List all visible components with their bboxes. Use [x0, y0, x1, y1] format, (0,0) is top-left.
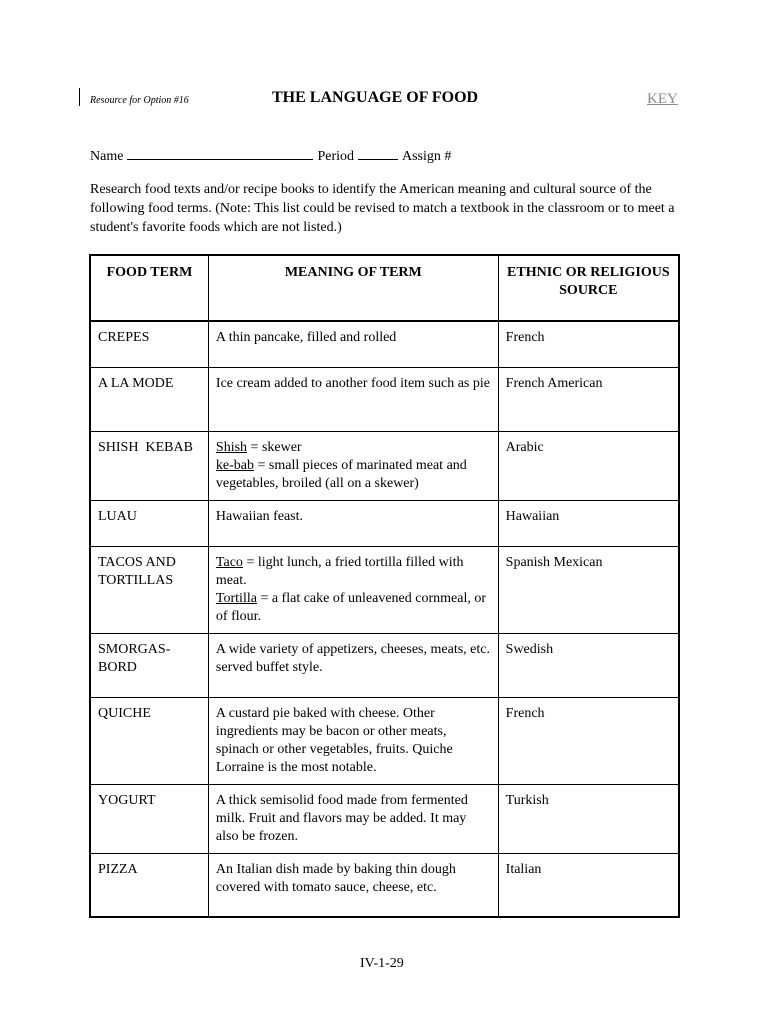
source-cell: French [498, 697, 679, 784]
shish-term: Shish [215, 439, 248, 455]
meaning-cell: A wide variety of appetizers, cheeses, meats, etc. served buffet style. [208, 633, 498, 697]
instructions: Research food texts and/or recipe books to identify the American meaning and cultural source of the following food terms. (Note: This list could be revised to match a textbook in the classroom or to meet a student's favorite foods which are not listed.) [90, 182, 675, 235]
kebab-definition: = small pieces of marinated meat and vegetables, broiled (all on a skewer) [215, 457, 467, 491]
header-source: ETHNIC OR RELIGIOUS SOURCE [498, 255, 679, 321]
food-terms-table [89, 254, 680, 918]
key-link[interactable]: KEY [647, 91, 678, 107]
source-cell: Italian [498, 853, 679, 917]
assign-label: Assign # [402, 149, 452, 164]
table-row [90, 546, 679, 633]
source-cell: Turkish [498, 784, 679, 853]
source-cell: French [498, 321, 679, 367]
term-cell: QUICHE [90, 697, 208, 784]
meaning-cell: A thin pancake, filled and rolled [208, 321, 498, 367]
term-cell: SHISH KEBAB [90, 431, 208, 500]
meaning-cell: An Italian dish made by baking thin dough covered with tomato sauce, cheese, etc. [208, 853, 498, 917]
term-cell: LUAU [90, 500, 208, 546]
taco-definition: = light lunch, a fried tortilla filled with meat. [215, 554, 464, 588]
page-title: THE LANGUAGE OF FOOD [272, 89, 479, 106]
table-row [90, 321, 679, 367]
resource-label: Resource for Option #16 [90, 95, 189, 106]
margin-bar [79, 88, 80, 106]
term-cell: SMORGAS-BORD [90, 633, 208, 697]
meaning-cell: A thick semisolid food made from fermented milk. Fruit and flavors may be added. It may also be frozen. [208, 784, 498, 853]
table-row [90, 633, 679, 697]
meaning-cell: A custard pie baked with cheese. Other ingredients may be bacon or other meats, spinach or other vegetables, fruits. Quiche Lorraine is the most notable. [208, 697, 498, 784]
meaning-cell: Ice cream added to another food item such as pie [208, 367, 498, 431]
term-cell: CREPES [90, 321, 208, 367]
source-cell: Hawaiian [498, 500, 679, 546]
taco-term: Taco [215, 554, 243, 570]
term-cell: A LA MODE [90, 367, 208, 431]
source-cell: Swedish [498, 633, 679, 697]
term-cell: TACOS AND TORTILLAS [90, 546, 208, 633]
term-cell: YOGURT [90, 784, 208, 853]
meaning-cell [208, 546, 498, 633]
shish-definition: = skewer [247, 439, 302, 455]
source-cell: Arabic [498, 431, 679, 500]
table-row [90, 697, 679, 784]
page-number: IV-1-29 [360, 956, 404, 971]
header-food-term: FOOD TERM [90, 255, 208, 321]
table-row [90, 784, 679, 853]
table-row [90, 500, 679, 546]
kebab-term: ke-bab [215, 457, 255, 473]
meaning-cell [208, 431, 498, 500]
table-row [90, 367, 679, 431]
source-cell: French American [498, 367, 679, 431]
table-header-row [90, 255, 679, 321]
period-label: Period [317, 149, 354, 164]
student-info-line [90, 145, 451, 165]
source-cell: Spanish Mexican [498, 546, 679, 633]
term-cell: PIZZA [90, 853, 208, 917]
tortilla-definition: = a flat cake of unleavened cornmeal, or of flour. [215, 590, 486, 624]
tortilla-term: Tortilla [215, 590, 257, 606]
table-row [90, 431, 679, 500]
meaning-cell: Hawaiian feast. [208, 500, 498, 546]
name-field[interactable] [127, 145, 313, 160]
name-label: Name [90, 149, 124, 164]
table-row [90, 853, 679, 917]
period-field[interactable] [358, 145, 398, 160]
header-meaning: MEANING OF TERM [208, 255, 498, 321]
